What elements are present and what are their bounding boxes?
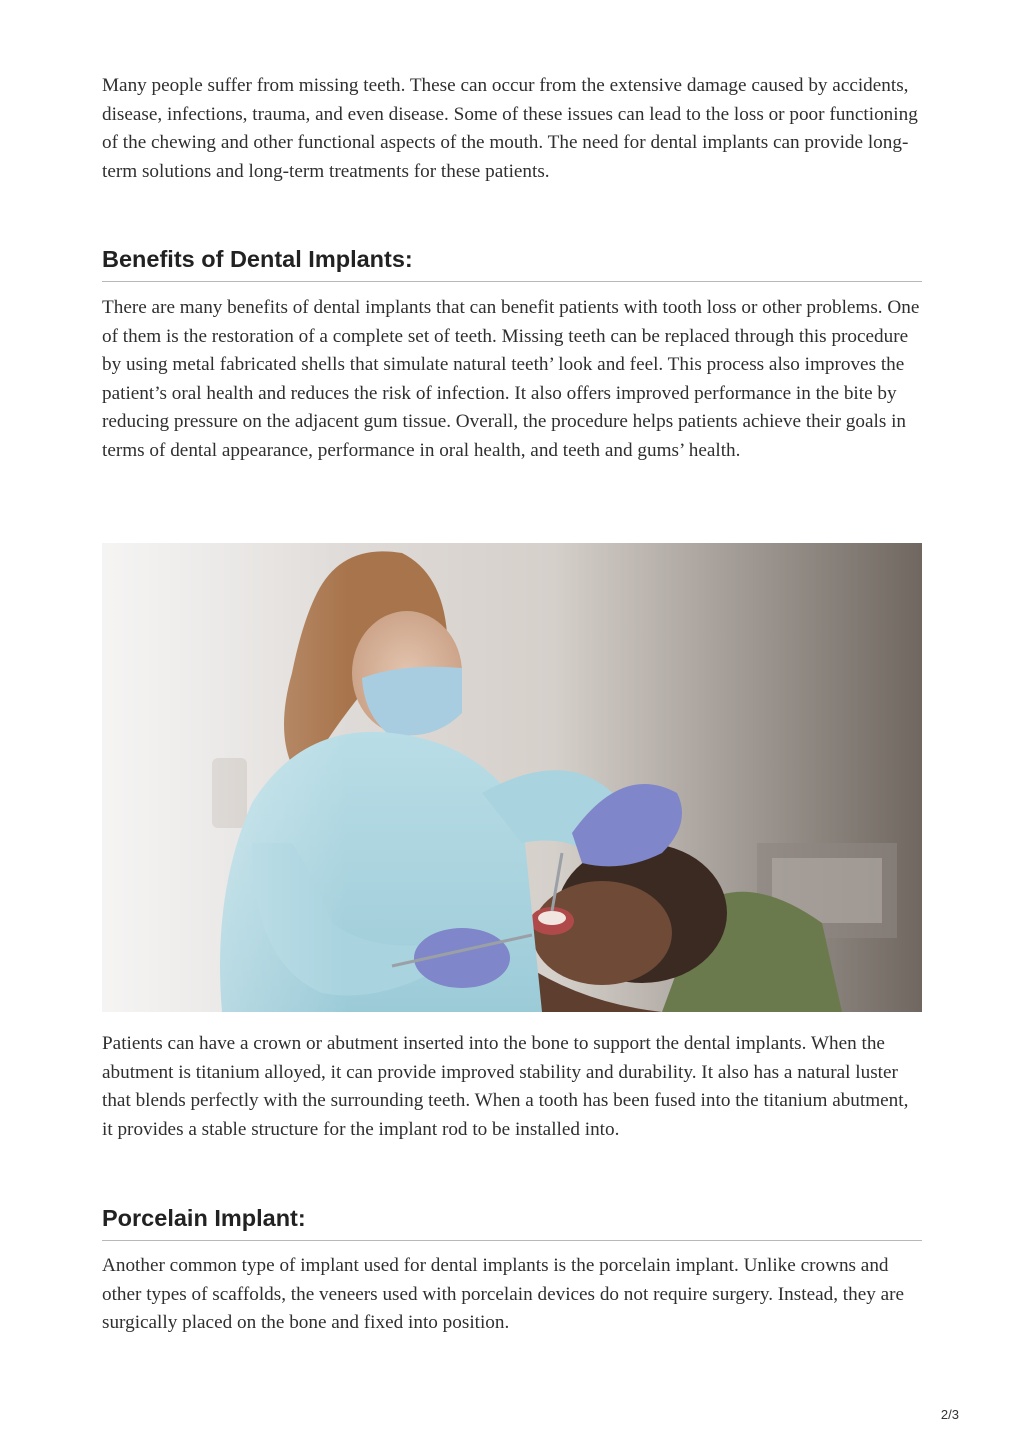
benefits-paragraph: There are many benefits of dental implants that can benefit patients with tooth loss or other problems. One of them is the restoration of a complete set of teeth. Missing teeth can be replaced through this procedure by using metal fabricated shells that simulate natural teeth’ look and feel. This process also improves the patient’s oral health and reduces the risk of infection. It also offers improved performance in the bite by reducing pressure on the adjacent gum tissue. Overall, the procedure helps patients achieve their goals in terms of dental appearance, performance in oral health, and teeth and gums’ health. [102,297,920,461]
benefits-heading: Benefits of Dental Implants: [102,246,922,282]
implant-paragraph: Patients can have a crown or abutment inserted into the bone to support the dental implants. When the abutment is titanium alloyed, it can provide improved stability and durability. It also has a natural luster that blends perfectly with the surrounding teeth. When a tooth has been fused into the titanium abutment, it provides a stable structure for the implant rod to be installed into. [102,1033,909,1140]
page-number: 2/3 [940,1407,959,1422]
porcelain-paragraph: Another common type of implant used for dental implants is the porcelain implant. Unlike crowns and other types of scaffolds, the veneers used with porcelain devices do not require surgery. Instead, they are surgically placed on the bone and fixed into position. [102,1255,905,1334]
porcelain-heading: Porcelain Implant: [102,1205,922,1241]
dentist-photo [102,543,922,1012]
intro-paragraph: Many people suffer from missing teeth. These can occur from the extensive damage caused by accidents, disease, infections, trauma, and even disease. Some of these issues can lead to the loss or poor functioning of the chewing and other functional aspects of the mouth. The need for dental implants can provide long-term solutions and long-term treatments for these patients. [102,75,918,182]
